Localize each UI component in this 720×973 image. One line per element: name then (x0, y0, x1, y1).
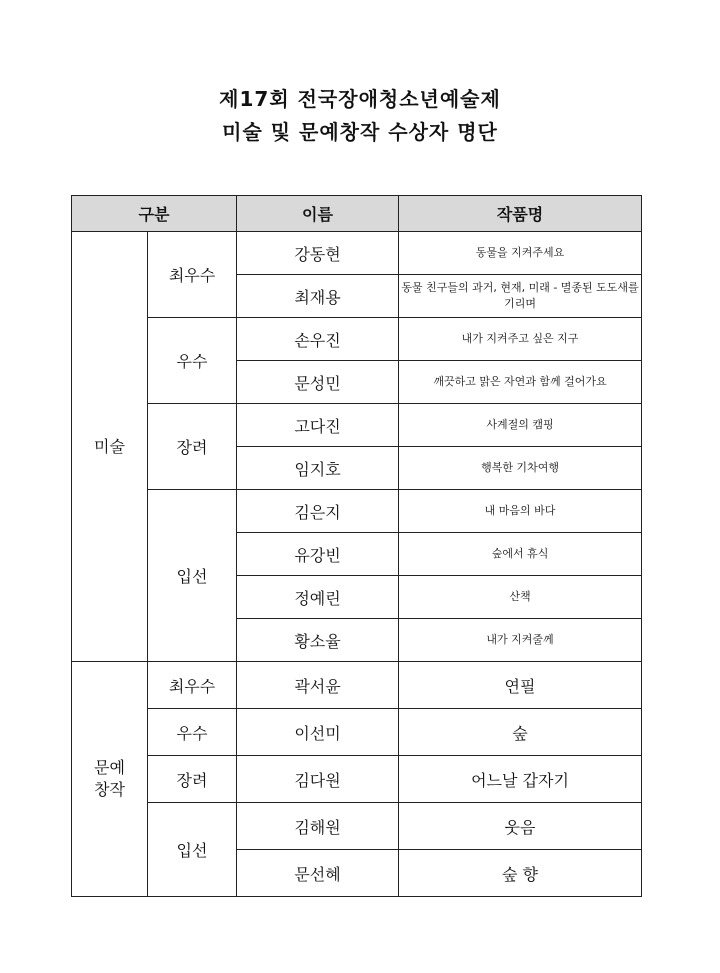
category-literature (72, 662, 148, 897)
rank-cell: 장려 (148, 404, 237, 490)
work-title: 동물을 지켜주세요 (399, 232, 642, 275)
awardee-name: 문선혜 (237, 850, 399, 897)
work-title: 산책 (399, 576, 642, 619)
awardee-name: 임지호 (237, 447, 399, 490)
awardee-name: 곽서윤 (237, 662, 399, 709)
work-title: 웃음 (399, 803, 642, 850)
rank-cell: 최우수 (148, 232, 237, 318)
work-title: 내가 지켜주고 싶은 지구 (399, 318, 642, 361)
awardee-name: 최재용 (237, 275, 399, 318)
table-row (72, 803, 642, 850)
category-literature-line2: 창작 (94, 780, 125, 799)
category-art: 미술 (72, 232, 148, 662)
awardee-name: 정예린 (237, 576, 399, 619)
header-work: 작품명 (399, 196, 642, 232)
rank-cell: 장려 (148, 756, 237, 803)
work-title: 동물 친구들의 과거, 현재, 미래 - 멸종된 도도새를 기리며 (399, 275, 642, 318)
category-literature-line1: 문예 (94, 758, 125, 777)
document-subtitle: 미술 및 문예창작 수상자 명단 (222, 120, 498, 144)
awardee-name: 황소율 (237, 619, 399, 662)
awardee-name: 손우진 (237, 318, 399, 361)
work-title: 연필 (399, 662, 642, 709)
work-title: 어느날 갑자기 (399, 756, 642, 803)
header-name: 이름 (237, 196, 399, 232)
rank-cell: 우수 (148, 318, 237, 404)
work-title: 숲 (399, 709, 642, 756)
table-row (72, 662, 642, 709)
table-row (72, 756, 642, 803)
awardee-name: 유강빈 (237, 533, 399, 576)
work-title: 깨끗하고 맑은 자연과 함께 걸어가요 (399, 361, 642, 404)
work-title: 내가 지켜줄께 (399, 619, 642, 662)
awardee-name: 김해원 (237, 803, 399, 850)
work-title: 사계절의 캠핑 (399, 404, 642, 447)
rank-cell: 최우수 (148, 662, 237, 709)
awardee-name: 문성민 (237, 361, 399, 404)
work-title: 숲 향 (399, 850, 642, 897)
table-row (72, 318, 642, 361)
document-title: 제17회 전국장애청소년예술제 (219, 87, 501, 111)
work-title: 행복한 기차여행 (399, 447, 642, 490)
table-header-row (72, 196, 642, 232)
awardee-name: 김은지 (237, 490, 399, 533)
rank-cell: 입선 (148, 803, 237, 897)
table-row (72, 490, 642, 533)
awardee-name: 이선미 (237, 709, 399, 756)
table-row (72, 709, 642, 756)
rank-cell: 우수 (148, 709, 237, 756)
awardee-table (71, 195, 642, 897)
awardee-name: 강동현 (237, 232, 399, 275)
header-category: 구분 (72, 196, 237, 232)
work-title: 숲에서 휴식 (399, 533, 642, 576)
table-row (72, 404, 642, 447)
rank-cell: 입선 (148, 490, 237, 662)
awardee-name: 고다진 (237, 404, 399, 447)
awardee-name: 김다원 (237, 756, 399, 803)
table-row (72, 232, 642, 275)
work-title: 내 마음의 바다 (399, 490, 642, 533)
